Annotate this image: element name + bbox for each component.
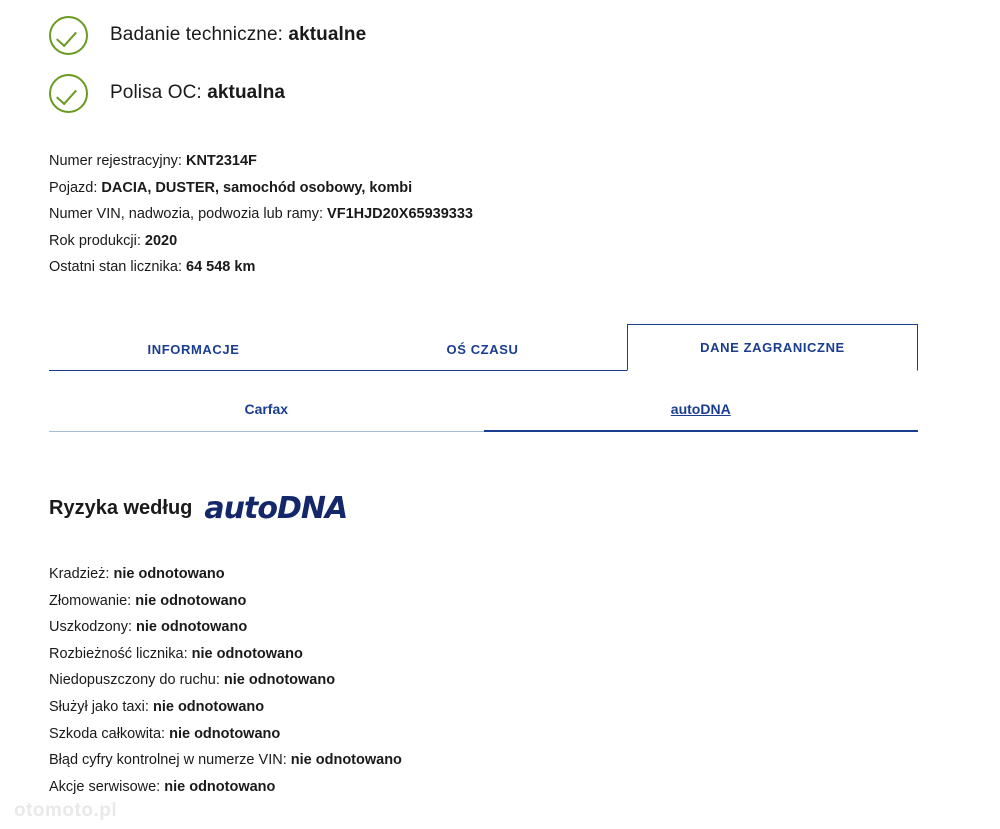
status-value: aktualna [207, 82, 286, 103]
risk-label: Szkoda całkowita: [49, 725, 166, 742]
detail-label: Ostatni stan licznika: [49, 259, 182, 276]
primary-tabs [49, 327, 918, 371]
detail-value: DACIA, DUSTER, samochód osobowy, kombi [101, 179, 413, 196]
risk-row-uszkodzony [49, 614, 929, 641]
detail-row-registration [49, 148, 929, 175]
detail-label: Numer rejestracyjny: [49, 153, 182, 169]
detail-row-mileage [49, 254, 929, 281]
risk-value: nie odnotowano [152, 698, 265, 715]
detail-row-vehicle [49, 175, 929, 202]
risk-value: nie odnotowano [135, 592, 247, 609]
detail-value: 64 548 km [186, 259, 256, 276]
risk-label: Kradzież: [49, 566, 110, 582]
status-label: Badanie techniczne: [110, 24, 284, 45]
risk-label: Akcje serwisowe: [49, 778, 161, 795]
detail-value: VF1HJD20X65939333 [327, 206, 473, 223]
risk-label: Uszkodzony: [49, 619, 133, 636]
autodna-logo: autoDNA [204, 491, 348, 526]
risks-list [49, 561, 929, 800]
risk-label: Złomowanie: [49, 592, 132, 609]
detail-row-vin [49, 201, 929, 228]
detail-value: 2020 [144, 232, 178, 249]
risk-row-kradziez [49, 561, 929, 588]
risks-heading [49, 487, 348, 526]
tab-carfax[interactable] [49, 390, 484, 432]
risk-row-blad-cyfry-vin [49, 747, 929, 774]
risk-row-rozbieznosc-licznika [49, 641, 929, 668]
status-inspection [110, 24, 366, 46]
risk-value: nie odnotowano [136, 619, 248, 636]
tab-dane-zagraniczne[interactable]: DANE ZAGRANICZNE [627, 324, 918, 371]
risk-value: nie odnotowano [290, 752, 402, 769]
detail-value: KNT2314F [185, 153, 257, 169]
check-circle-icon [49, 16, 88, 55]
detail-label: Numer VIN, nadwozia, podwozia lub ramy: [49, 206, 324, 223]
risk-row-niedopuszczony [49, 667, 929, 694]
risk-row-szkoda-calkowita [49, 721, 929, 748]
status-label: Polisa OC: [110, 82, 202, 103]
tab-os-czasu[interactable]: OŚ CZASU [446, 341, 519, 357]
status-row [49, 64, 919, 122]
detail-label: Rok produkcji: [49, 232, 141, 249]
risk-value: nie odnotowano [164, 778, 276, 795]
risk-label: Niedopuszczony do ruchu: [49, 672, 220, 689]
detail-label: Pojazd: [49, 179, 98, 196]
risk-value: nie odnotowano [113, 566, 225, 582]
tab-autodna-label: autoDNA [670, 401, 731, 417]
status-row [49, 6, 919, 64]
risks-heading-text: Ryzyka według [49, 497, 193, 519]
vehicle-details [49, 148, 929, 281]
risk-row-zlomowanie [49, 588, 929, 615]
detail-row-year [49, 228, 929, 255]
watermark: otomoto.pl [14, 800, 118, 821]
secondary-tabs [49, 390, 918, 432]
tab-autodna[interactable] [484, 390, 919, 432]
check-circle-icon [49, 74, 88, 113]
status-list [49, 6, 919, 122]
risk-label: Służył jako taxi: [49, 698, 149, 715]
risk-row-taxi [49, 694, 929, 721]
risk-value: nie odnotowano [169, 725, 281, 742]
risk-value: nie odnotowano [223, 672, 336, 689]
status-insurance [110, 82, 285, 104]
status-value: aktualne [288, 24, 367, 45]
risk-label: Błąd cyfry kontrolnej w numerze VIN: [49, 752, 287, 769]
tab-carfax-label: Carfax [244, 401, 289, 417]
tab-informacje[interactable]: INFORMACJE [147, 341, 240, 357]
risk-label: Rozbieżność licznika: [49, 645, 188, 662]
risk-value: nie odnotowano [191, 645, 303, 662]
risk-row-akcje-serwisowe [49, 774, 929, 801]
